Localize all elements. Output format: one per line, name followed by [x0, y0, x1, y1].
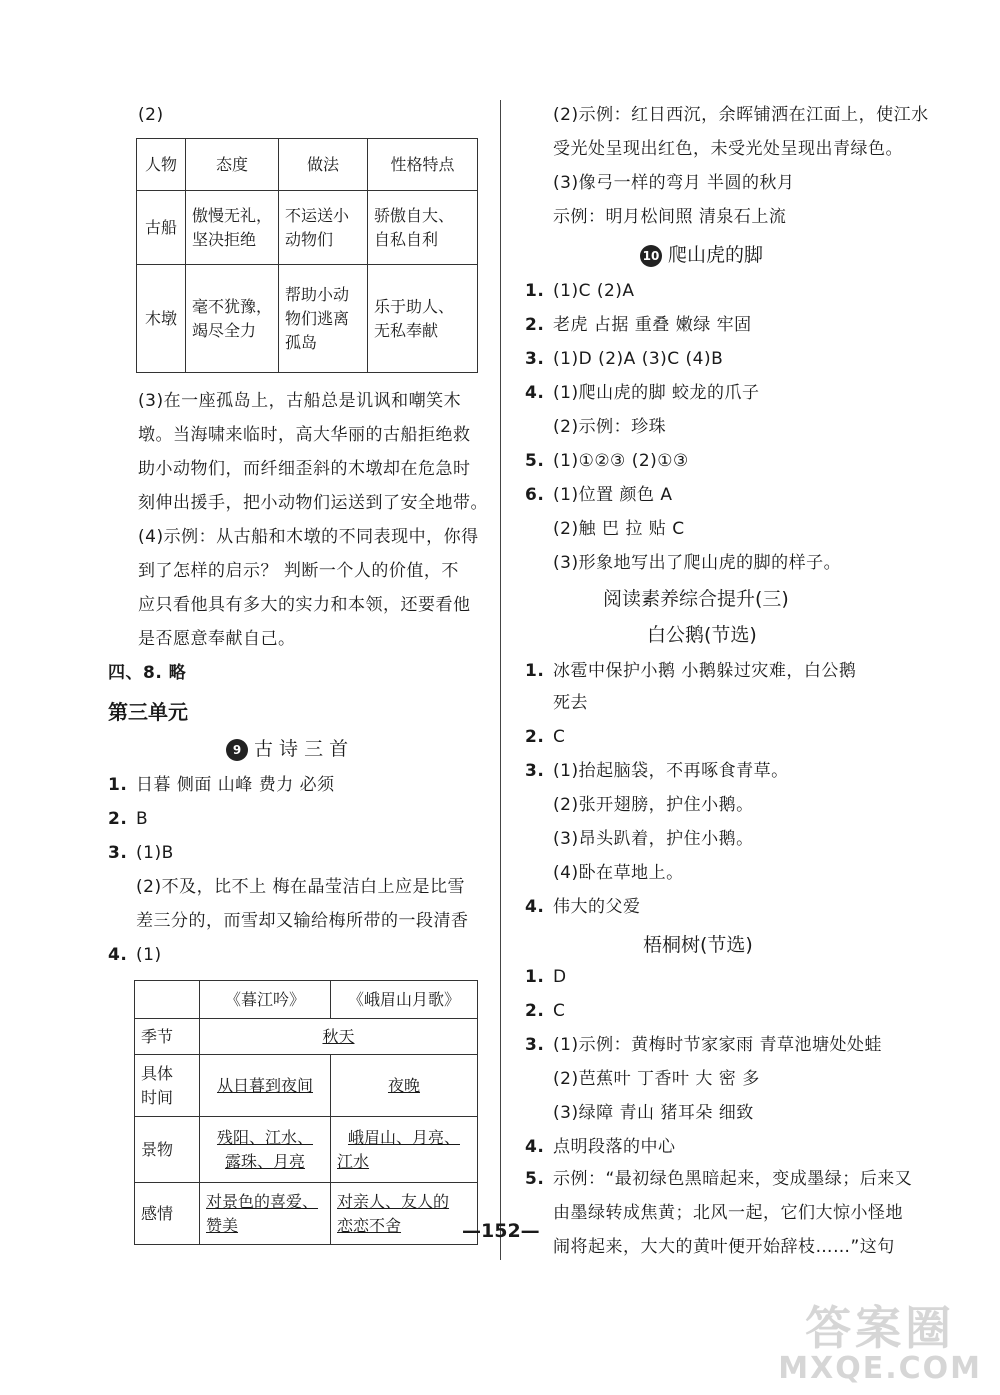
list-item: (2)张开翅膀，护住小鹅。	[553, 795, 754, 815]
list-item: 4. 伟大的父爱	[525, 897, 641, 917]
character-table	[136, 138, 478, 373]
page-number: —152—	[462, 1220, 540, 1242]
list-item: 3. (1)抬起脑袋，不再啄食青草。	[525, 761, 789, 781]
list-item: 1. 冰雹中保护小鹅 小鹅躲过灾难，白公鹅	[525, 661, 857, 681]
list-item: 3. (1)B	[108, 843, 174, 863]
reading-section-title: 阅读素养综合提升(三)	[603, 588, 789, 610]
list-item: 3. (1)示例：黄梅时节家家雨 青草池塘处处蛙	[525, 1035, 882, 1055]
lesson-number-badge: 9	[226, 739, 248, 761]
list-item: (3)昂头趴着，护住小鹅。	[553, 829, 754, 849]
table-cell: 骄傲自大、 自私自利	[368, 191, 478, 265]
answer-line: 到了怎样的启示？ 判断一个人的价值，不	[138, 561, 459, 581]
table-header-cell	[135, 981, 200, 1019]
table-header-cell: 《峨眉山月歌》	[331, 981, 478, 1019]
list-item: 5. 示例：“最初绿色黑暗起来，变成墨绿；后来又	[525, 1169, 913, 1189]
list-item: (2)示例：珍珠	[553, 417, 667, 437]
table-row	[135, 1055, 478, 1117]
table-cell: 不运送小 动物们	[279, 191, 368, 265]
answer-line: (3)在一座孤岛上，古船总是讥讽和嘲笑木	[138, 391, 462, 411]
lesson-9-title: 9 古 诗 三 首	[226, 734, 348, 761]
table-row	[137, 265, 478, 373]
table-row	[135, 1019, 478, 1055]
list-item: 由墨绿转成焦黄；北风一起，它们大惊小怪地	[553, 1203, 903, 1223]
answer-line: (4)示例：从古船和木墩的不同表现中，你得	[138, 527, 479, 547]
answer-line: 刻伸出援手，把小动物们运送到了安全地带。	[138, 493, 488, 513]
list-item: 4. (1)	[108, 945, 162, 965]
table-cell: 对景色的喜爱、 赞美	[200, 1183, 331, 1245]
unit-title: 第三单元	[108, 700, 188, 724]
list-item: 5. (1)①②③ (2)①③	[525, 451, 689, 471]
table-cell: 帮助小动 物们逃离 孤岛	[279, 265, 368, 373]
list-item: (3)绿障 青山 猪耳朵 细致	[553, 1103, 754, 1123]
table-cell: 木墩	[137, 265, 186, 373]
answer-line: 助小动物们，而纤细歪斜的木墩却在危急时	[138, 459, 471, 479]
answer-line: 受光处呈现出红色，未受光处呈现出青绿色。	[553, 139, 903, 159]
table-header-cell: 性格特点	[368, 139, 478, 191]
table-header-row	[135, 981, 478, 1019]
site-watermark: 答案圈 MXQE.COM	[778, 1301, 982, 1386]
list-item: 3. (1)D (2)A (3)C (4)B	[525, 349, 724, 369]
list-item: (3)形象地写出了爬山虎的脚的样子。	[553, 553, 842, 573]
lesson-10-title: 10 爬山虎的脚	[640, 240, 763, 267]
answer-line: (3)像弓一样的弯月 半圆的秋月	[553, 173, 795, 193]
list-item: 2. 老虎 占据 重叠 嫩绿 牢固	[525, 315, 752, 335]
lesson-number-badge: 10	[640, 245, 662, 267]
table-header-row	[137, 139, 478, 191]
list-item: 6. (1)位置 颜色 A	[525, 485, 673, 505]
table-cell: 峨眉山、月亮、 江水	[331, 1117, 478, 1183]
list-item: (2)芭蕉叶 丁香叶 大 密 多	[553, 1069, 760, 1089]
list-item: 2. B	[108, 809, 149, 829]
list-item: 2. C	[525, 727, 566, 747]
table-header-cell: 态度	[186, 139, 279, 191]
table-row	[137, 191, 478, 265]
list-item: 1. 日暮 侧面 山峰 费力 必须	[108, 775, 335, 795]
answer-line: 应只看他具有多大的实力和本领，还要看他	[138, 595, 471, 615]
table-cell: 乐于助人、 无私奉献	[368, 265, 478, 373]
table-cell: 秋天	[200, 1019, 478, 1055]
list-item: 2. C	[525, 1001, 566, 1021]
list-item: 4. (1)爬山虎的脚 蛟龙的爪子	[525, 383, 760, 403]
tree-title: 梧桐树(节选)	[643, 934, 753, 956]
q2-label: (2)	[138, 105, 164, 125]
column-divider	[500, 100, 501, 1260]
table-cell: 感情	[135, 1183, 200, 1245]
table-cell: 残阳、江水、 露珠、月亮	[200, 1117, 331, 1183]
table-cell: 具体 时间	[135, 1055, 200, 1117]
list-item: 4. 点明段落的中心	[525, 1137, 676, 1157]
table-header-cell: 人物	[137, 139, 186, 191]
table-cell: 夜晚	[331, 1055, 478, 1117]
table-cell: 景物	[135, 1117, 200, 1183]
section-four: 四、8. 略	[108, 663, 187, 683]
list-item: 1. (1)C (2)A	[525, 281, 635, 301]
table-row	[135, 1117, 478, 1183]
list-item: 死去	[553, 693, 588, 713]
list-item: (4)卧在草地上。	[553, 863, 684, 883]
answer-line: 是否愿意奉献自己。	[138, 629, 296, 649]
table-cell: 毫不犹豫， 竭尽全力	[186, 265, 279, 373]
goose-title: 白公鹅(节选)	[647, 624, 757, 646]
answer-line: 墩。当海啸来临时，高大华丽的古船拒绝救	[138, 425, 471, 445]
table-header-cell: 做法	[279, 139, 368, 191]
table-header-cell: 《暮江吟》	[200, 981, 331, 1019]
list-item: 1. D	[525, 967, 567, 987]
table-cell: 季节	[135, 1019, 200, 1055]
answer-line: (2)不及，比不上 梅在晶莹洁白上应是比雪	[136, 877, 465, 897]
table-cell: 对亲人、友人的 恋恋不舍	[331, 1183, 478, 1245]
answer-line: (2)示例：红日西沉，余晖铺洒在江面上，使江水	[553, 105, 929, 125]
table-cell: 从日暮到夜间	[200, 1055, 331, 1117]
list-item: (2)触 巴 拉 贴 C	[553, 519, 685, 539]
list-item: 闹将起来，大大的黄叶便开始辞枝……”这句	[553, 1237, 895, 1257]
answer-line: 差三分的，而雪却又输给梅所带的一段清香	[136, 911, 469, 931]
poem-table	[134, 980, 478, 1245]
table-cell: 古船	[137, 191, 186, 265]
table-row	[135, 1183, 478, 1245]
table-cell: 傲慢无礼， 坚决拒绝	[186, 191, 279, 265]
answer-line: 示例：明月松间照 清泉石上流	[553, 207, 787, 227]
